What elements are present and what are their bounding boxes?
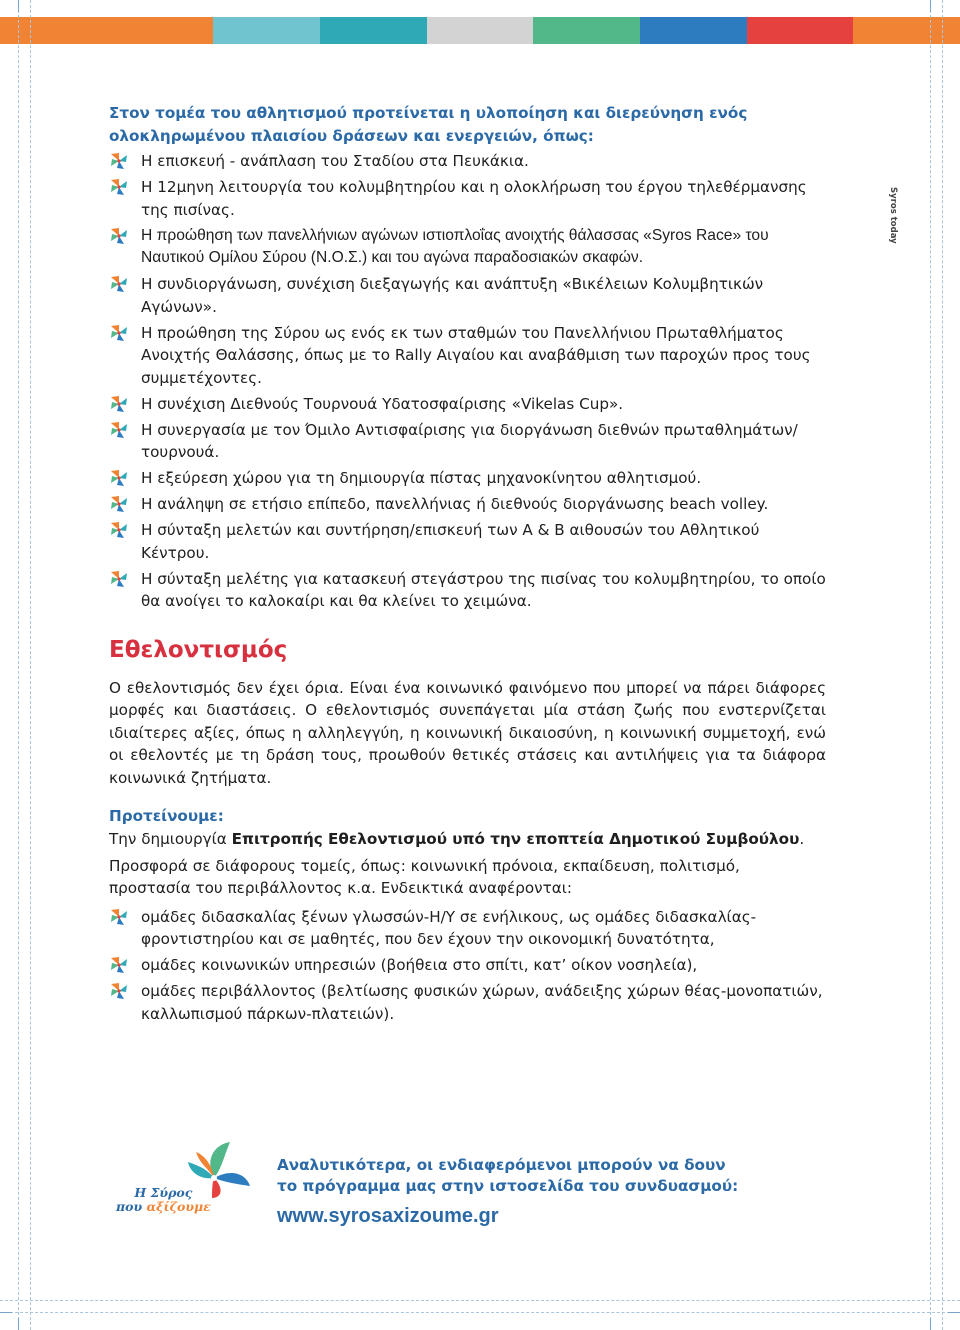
pinwheel-bullet-icon: [109, 981, 129, 1001]
crop-mark: [930, 1318, 931, 1330]
pinwheel-bullet-icon: [109, 394, 129, 414]
list-item: [109, 322, 826, 390]
color-segment: [853, 17, 960, 44]
footer: [104, 1138, 844, 1238]
pinwheel-bullet-icon: [109, 274, 129, 294]
footer-line-1: Αναλυτικότερα, οι ενδιαφερόμενοι μπορούν να δουν: [277, 1156, 726, 1174]
website-link[interactable]: www.syrosaxizoume.gr: [277, 1205, 499, 1227]
pinwheel-bullet-icon: [109, 151, 129, 171]
color-segment: [107, 17, 214, 44]
list-item: [109, 225, 826, 270]
list-item: [109, 954, 826, 977]
list-item: [109, 419, 826, 464]
crop-mark: [18, 0, 19, 12]
list-item: [109, 393, 826, 416]
proposal-text: Προσφορά σε διάφορους τομείς, όπως: κοινωνική πρόνοια, εκπαίδευση, πολιτισμό, προστασία του περιβάλλοντος κ.α. Ενδεικτικά αναφέρονται:: [109, 856, 740, 897]
trim-guide-bottom: [0, 1300, 960, 1301]
footer-line-2: το πρόγραμμα μας στην ιστοσελίδα του συνδυασμού:: [277, 1177, 739, 1195]
color-segment: [533, 17, 640, 44]
crop-mark: [930, 0, 931, 12]
pinwheel-bullet-icon: [109, 177, 129, 197]
footer-text: [277, 1155, 757, 1228]
pinwheel-bullet-icon: [109, 569, 129, 589]
list-item: [109, 273, 826, 318]
side-label: Syros today: [888, 186, 898, 244]
pinwheel-bullet-icon: [109, 907, 129, 927]
list-item: [109, 150, 826, 173]
list-item-text: Η εξεύρεση χώρου για τη δημιουργία πίστας μηχανοκίνητου αθλητισμού.: [141, 469, 702, 487]
pinwheel-bullet-icon: [109, 468, 129, 488]
list-item-text: Η συνδιοργάνωση, συνέχιση διεξαγωγής και ανάπτυξη «Βικέλειων Κολυμβητικών Αγώνων».: [141, 275, 764, 316]
campaign-logo: [104, 1138, 254, 1238]
pinwheel-bullet-icon: [109, 494, 129, 514]
pinwheel-bullet-icon: [109, 420, 129, 440]
proposal-suffix: .: [799, 830, 805, 848]
proposal-prefix: Την δημιουργία: [109, 830, 232, 848]
logo-line-2a: που: [116, 1199, 147, 1214]
color-segment: [640, 17, 747, 44]
trim-guide-right-inner: [942, 0, 943, 1330]
list-item-text: Η προώθηση της Σύρου ως ενός εκ των σταθμών του Πανελλήνιου Πρωταθλήματος Ανοιχτής Θαλάσσης, όπως με το Rally Αιγαίου και αναβάθμιση των παροχών προς τους συμμετέχοντες.: [141, 323, 811, 387]
sports-list: [109, 150, 826, 613]
list-item-text: Η επισκευή - ανάπλαση του Σταδίου στα Πευκάκια.: [141, 152, 529, 170]
list-item: [109, 467, 826, 490]
list-item: [109, 519, 826, 564]
list-item-text: ομάδες διδασκαλίας ξένων γλωσσών-Η/Υ σε ενήλικους, ως ομάδες διδασκαλίας-φροντιστηρίου και σε μαθητές, που δεν έχουν την οικονομική δυνατότητα,: [141, 907, 757, 948]
list-item-text: Η συνεργασία με τον Όμιλο Αντισφαίρισης για διοργάνωση διεθνών πρωταθλημάτων/τουρνουά.: [141, 420, 798, 461]
section-heading: Εθελοντισμός: [109, 636, 288, 663]
crop-mark: [0, 1312, 12, 1313]
list-item-text: Η συνέχιση Διεθνούς Τουρνουά Υδατοσφαίρισης «Vikelas Cup».: [141, 394, 624, 413]
proposal-label: Προτείνουμε:: [109, 807, 224, 825]
list-item: [109, 493, 826, 516]
list-item-text: Η ανάληψη σε ετήσιο επίπεδο, πανελλήνιας ή διεθνούς διοργάνωσης beach volley.: [141, 495, 769, 513]
trim-guide-left-inner: [30, 0, 31, 1330]
list-item-text: ομάδες κοινωνικών υπηρεσιών (βοήθεια στο σπίτι, κατ’ οίκον νοσηλεία),: [141, 956, 698, 974]
color-segment: [427, 17, 534, 44]
trim-guide-right: [930, 0, 931, 1330]
volunteer-paragraph: Ο εθελοντισμός δεν έχει όρια. Είναι ένα κοινωνικό φαινόμενο που μπορεί να πάρει διάφορες μορφές και διαστάσεις. Ο εθελοντισμός συνεπάγεται μία στάση ζωής που ενστερνίζεται ιδιαίτερες αξίες, όπως η αλληλεγγύη, η κοινωνική δικαιοσύνη, η κοινωνική συμμετοχή, ενώ οι εθελοντές με τη δράση τους, προωθούν θετικές στάσεις και αντιλήψεις για τα διάφορα κοινωνικά ζητήματα.: [109, 678, 826, 787]
list-item: [109, 568, 826, 613]
document-body: [109, 102, 826, 1029]
crop-mark: [948, 1312, 960, 1313]
crop-mark: [18, 1318, 19, 1330]
list-item-text: Η προώθηση των πανελλήνιων αγώνων ιστιοπλοΐας ανοιχτής θάλασσας «Syros Race» του Ναυτικού Ομίλου Σύρου (Ν.Ο.Σ.) και του αγώνα παραδοσιακών σκαφών.: [141, 226, 769, 266]
proposal-sentence: [109, 828, 826, 851]
top-color-bar: [0, 17, 960, 44]
proposal-bold: Επιτροπής Εθελοντισμού υπό την εποπτεία Δημοτικού Συμβούλου: [231, 830, 800, 848]
list-item: [109, 906, 826, 951]
logo-line-2b: αξίζουμε: [146, 1199, 211, 1214]
list-item: [109, 176, 826, 221]
intro-text: Στον τομέα του αθλητισμού προτείνεται η υλοποίηση και διερεύνηση ενός ολοκληρωμένου πλαισίου δράσεων και ενεργειών, όπως:: [109, 104, 748, 145]
logo-line-1: Η Σύρος: [134, 1185, 193, 1200]
color-segment: [320, 17, 427, 44]
volunteer-list: [109, 906, 826, 1026]
color-segment: [0, 17, 107, 44]
list-item-text: ομάδες περιβάλλοντος (βελτίωσης φυσικών χώρων, ανάδειξης χώρων θέας-μονοπατιών, καλλωπισμού πάρκων-πλατειών).: [141, 982, 823, 1023]
logo-wordmark: [116, 1186, 211, 1214]
color-segment: [213, 17, 320, 44]
list-item-text: Η σύνταξη μελέτης για κατασκευή στεγάστρου της πισίνας του κολυμβητηρίου, το οποίο θα ανοίγει το καλοκαίρι και θα κλείνει το χειμώνα.: [141, 569, 826, 610]
trim-guide-bottom-outer: [0, 1312, 960, 1313]
pinwheel-bullet-icon: [109, 226, 129, 246]
pinwheel-bullet-icon: [109, 955, 129, 975]
list-item-text: Η σύνταξη μελετών και συντήρηση/επισκευή των Α & Β αιθουσών του Αθλητικού Κέντρου.: [141, 521, 760, 562]
pinwheel-bullet-icon: [109, 323, 129, 343]
pinwheel-bullet-icon: [109, 520, 129, 540]
list-item: [109, 980, 826, 1025]
list-item-text: Η 12μηνη λειτουργία του κολυμβητηρίου και η ολοκλήρωση του έργου τηλεθέρμανσης της πισίνας.: [141, 178, 807, 219]
color-segment: [747, 17, 854, 44]
trim-guide-left: [18, 0, 19, 1330]
